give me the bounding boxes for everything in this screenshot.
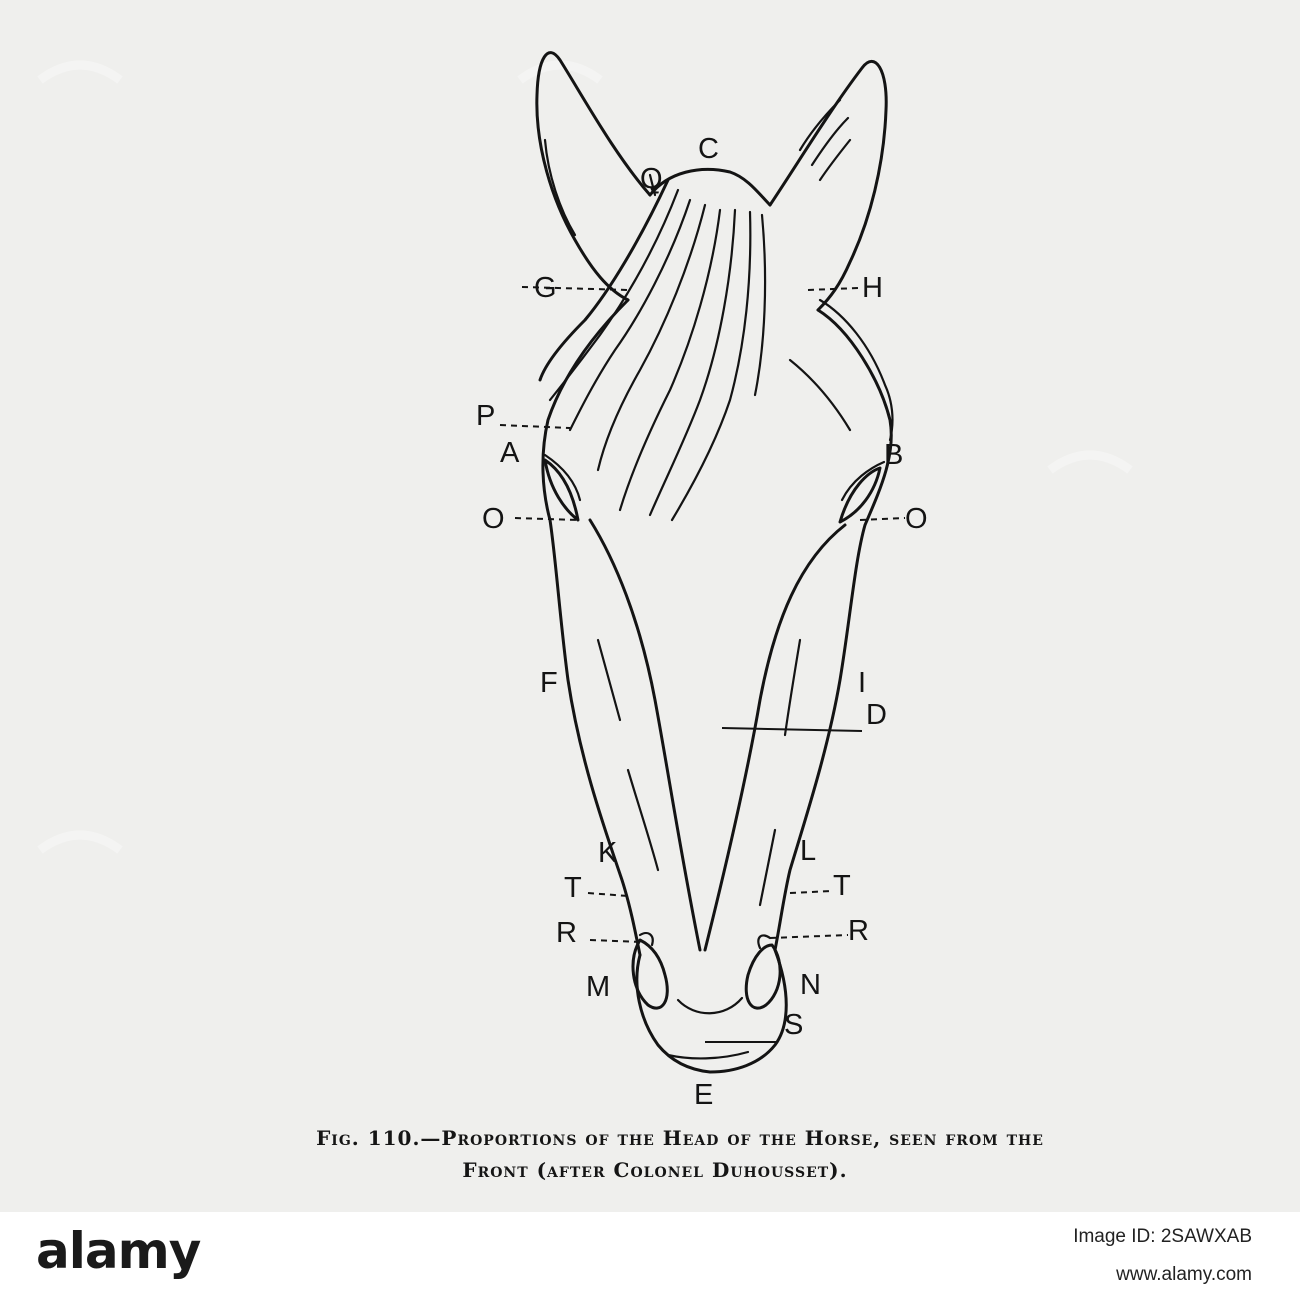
poll-outline: [650, 169, 770, 205]
face-center-left: [590, 520, 700, 950]
right-ear-inner: [800, 100, 850, 180]
label-D: D: [866, 699, 887, 731]
image-id-text: Image ID: 2SAWXAB: [1073, 1226, 1252, 1247]
label-N: N: [800, 969, 821, 1001]
label-O-left: O: [482, 503, 505, 535]
right-cheek-strands: [790, 300, 892, 440]
alamy-logo[interactable]: alamy: [36, 1222, 201, 1280]
caption-line-2: Front (after Colonel Duhousset).: [462, 1158, 848, 1182]
label-S: S: [784, 1009, 804, 1041]
face-center-right: [705, 525, 845, 950]
muzzle-lip-line: [668, 1052, 748, 1058]
left-ear-inner: [545, 140, 575, 235]
label-B: B: [884, 439, 904, 471]
label-P: P: [476, 400, 496, 432]
stock-footer: [0, 1212, 1300, 1302]
label-K: K: [598, 837, 618, 869]
label-F: F: [540, 667, 558, 699]
site-url-link[interactable]: www.alamy.com: [1116, 1264, 1252, 1285]
label-L: L: [800, 835, 817, 867]
caption-line-1: Fig. 110.—Proportions of the Head of the Horse, seen from the: [316, 1126, 1044, 1150]
figure-caption: [0, 1122, 1300, 1186]
label-T-right: T: [833, 870, 851, 902]
label-E: E: [694, 1079, 714, 1111]
left-eye: [545, 455, 580, 520]
watermark-marks: [40, 65, 1130, 850]
labels: [476, 133, 928, 1111]
label-G: G: [534, 272, 557, 304]
label-I: I: [858, 667, 867, 699]
label-A: A: [500, 437, 520, 469]
muzzle-outline: [637, 950, 786, 1072]
face-left-lower: [628, 770, 658, 870]
label-M: M: [586, 971, 611, 1003]
label-Q: Q: [640, 163, 663, 195]
label-O-right: O: [905, 503, 928, 535]
label-H: H: [862, 272, 883, 304]
face-left-muscle: [598, 640, 620, 720]
muzzle-upper: [678, 998, 742, 1013]
left-ear-outline: [537, 53, 650, 300]
label-C: C: [698, 133, 719, 165]
face-right-lower: [760, 830, 775, 905]
label-T-left: T: [564, 872, 582, 904]
label-R-right: R: [848, 915, 869, 947]
label-R-left: R: [556, 917, 577, 949]
face-right-muscle: [785, 640, 800, 735]
